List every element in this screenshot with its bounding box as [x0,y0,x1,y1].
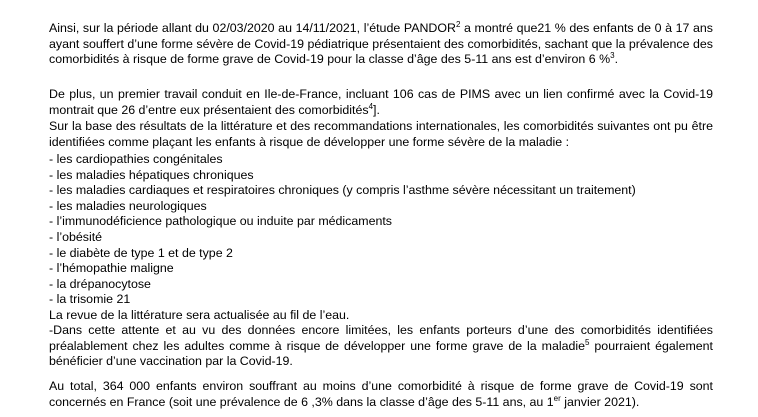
paragraph-pims-study: De plus, un premier travail conduit en Ile-de-France, incluant 106 cas de PIMS avec un lien confirmé avec la Covid-19 montrait que 26 d’entre eux présentaient des comorbidités$^4$]. [49,87,713,117]
footnote-ref-2[interactable]: 2 [455,20,461,29]
list-item: - l’immunodéficience pathologique ou induite par médicaments [49,214,393,229]
paragraph-literature-review: La revue de la littérature sera actualisée au fil de l’eau. [49,308,350,322]
footnote-ref-4[interactable]: 4 [368,101,374,111]
footnote-ref-5[interactable]: 5 [585,337,590,347]
list-item: - les maladies hépatiques chroniques [49,167,254,182]
list-item: - la trisomie 21 [49,292,131,307]
paragraph-vaccination: -Dans cette attente et au vu des données encore limitées, les enfants porteurs d’une des comorbidités identifiées préalablement chez les adultes comme à risque de développer une forme grave de la maladie$^5$ pourraient également bénéficier d’une vaccination par la Covid-19. [49,323,714,369]
list-item: - l’obésité [49,229,103,244]
list-item: - les maladies neurologiques [49,198,207,213]
list-item: - les maladies cardiaques et respiratoires chroniques (y compris l’asthme sévère nécessitant un traitement) [49,183,636,198]
list-item: - le diabète de type 1 et de type 2 [49,245,233,260]
paragraph-comorbidities-intro: Sur la base des résultats de la littérature et des recommandations internationales, les comorbidités suivantes ont pu être identifiées comme plaçant les enfants à risque de développer une forme sévère de la maladie : [49,119,713,149]
list-item: - les cardiopathies congénitales [49,152,223,166]
footnote-ref-3[interactable]: 3 [610,51,615,61]
superscript-er: er [553,393,561,403]
comorbidity-list [49,152,636,308]
list-item: - la drépanocytose [49,276,151,291]
list-item: - l’hémopathie maligne [49,261,174,276]
paragraph-total: Au total, 364 000 enfants environ souffrant au moins d’une comorbidité à risque de forme grave de Covid-19 sont concernés en France (soit une prévalence de 6 ,3% dans la classe d’âge des 5-11 ans, au 1er janvier 2021). [49,379,713,409]
paragraph-pandor-study: Ainsi, sur la période allant du 02/03/2020 au 14/11/2021, l’étude PANDOR$^2$ a montré que21 % des enfants de 0 à 17 ans ayant souffert d’une forme sévère de Covid-19 pédiatrique présentaient des comorbidités, sachant que la prévalence des comorbidités à risque de forme grave de Covid-19 pour la classe d’âge des 5-11 ans est d’environ 6 %$^3$. [49,20,713,67]
